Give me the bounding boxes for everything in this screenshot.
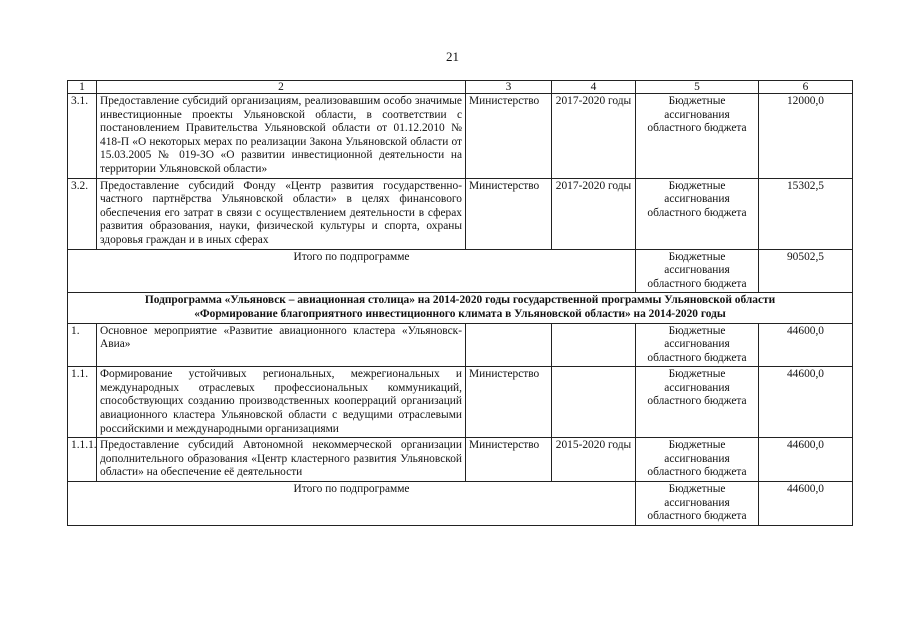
item-number: 1.1.1. xyxy=(68,438,97,482)
item-description: Предоставление субсидий Фонду «Центр развития государственно-частного партнёрства Ульяновской области» в целях финансового обеспечения его затрат в связи с осуществлением деятельности в сферах развития образования, науки, физической культуры и спорта, охраны здоровья граждан и в иных сферах xyxy=(97,178,466,249)
funding-source-cell xyxy=(636,482,759,526)
funding-source-line: Бюджетные xyxy=(668,250,726,263)
responsible-org xyxy=(466,323,552,367)
funding-source-cell xyxy=(636,367,759,438)
subprogram-heading xyxy=(68,293,853,323)
item-number: 1.1. xyxy=(68,367,97,438)
implementation-years: 2017-2020 годы xyxy=(552,178,636,249)
program-table xyxy=(67,80,853,526)
funding-source-line: областного бюджета xyxy=(647,277,747,290)
funding-source-line: областного бюджета xyxy=(647,395,747,408)
responsible-org: Министерство xyxy=(466,367,552,438)
funding-source-cell xyxy=(636,178,759,249)
funding-source-line: ассигнования xyxy=(664,108,730,121)
funding-amount: 44600,0 xyxy=(759,323,853,367)
responsible-org: Министерство xyxy=(466,178,552,249)
implementation-years: 2015-2020 годы xyxy=(552,438,636,482)
table-row xyxy=(68,178,853,249)
funding-source-line: ассигнования xyxy=(664,264,730,277)
item-number: 1. xyxy=(68,323,97,367)
item-number: 3.1. xyxy=(68,94,97,179)
funding-source-line: областного бюджета xyxy=(647,510,747,523)
column-number: 3 xyxy=(466,81,552,94)
funding-source-line: Бюджетные xyxy=(668,95,726,107)
table-row xyxy=(68,367,853,438)
funding-source-cell xyxy=(636,94,759,179)
subtotal-amount: 44600,0 xyxy=(759,482,853,526)
funding-source-line: Бюджетные xyxy=(668,179,726,192)
funding-source-line: ассигнования xyxy=(664,496,730,509)
funding-source-cell xyxy=(636,323,759,367)
funding-source-line: Бюджетные xyxy=(668,439,726,452)
item-description: Формирование устойчивых региональных, межрегиональных и международных отраслевых профессиональных коммуникаций, способствующих созданию производственных кооперраций организаций авиационного кластера Ульяновской области с ведущими отраслевыми российскими и международными организациями xyxy=(97,367,466,438)
subprogram-heading-line: Подпрограмма «Ульяновск – авиационная столица» на 2014-2020 годы государственной программы Ульяновской области xyxy=(144,294,776,307)
funding-source-line: Бюджетные xyxy=(668,324,726,337)
funding-source-line: ассигнования xyxy=(664,381,730,394)
column-number-row xyxy=(68,81,853,94)
funding-source-line: областного бюджета xyxy=(647,206,747,219)
item-number: 3.2. xyxy=(68,178,97,249)
subtotal-label: Итого по подпрограмме xyxy=(68,482,636,526)
funding-source-cell xyxy=(636,438,759,482)
funding-amount: 44600,0 xyxy=(759,438,853,482)
subtotal-row xyxy=(68,249,853,293)
table-row xyxy=(68,438,853,482)
item-description: Предоставление субсидий организациям, реализовавшим особо значимые инвестиционные проекты Ульяновской области, в соответствии с постановлением Правительства Ульяновской области от 01.12.2010 № 418-П «О некоторых мерах по реализации Закона Ульяновской области от 15.03.2005 № 019-ЗО «О развитии инвестиционной деятельности на территории Ульяновской области» xyxy=(97,94,466,179)
funding-source-line: областного бюджета xyxy=(647,351,747,364)
implementation-years xyxy=(552,323,636,367)
item-description: Основное мероприятие «Развитие авиационного кластера «Ульяновск-Авиа» xyxy=(97,323,466,367)
funding-amount: 12000,0 xyxy=(759,94,853,179)
funding-source-line: областного бюджета xyxy=(647,122,747,135)
implementation-years: 2017-2020 годы xyxy=(552,94,636,179)
funding-source-line: Бюджетные xyxy=(668,483,726,496)
subtotal-amount: 90502,5 xyxy=(759,249,853,293)
funding-source-line: ассигнования xyxy=(664,193,730,206)
funding-source-line: Бюджетные xyxy=(668,368,726,381)
subtotal-label: Итого по подпрограмме xyxy=(68,249,636,293)
page-number: 21 xyxy=(446,49,459,64)
section-heading-row xyxy=(68,293,853,323)
table-row xyxy=(68,323,853,367)
column-number: 5 xyxy=(636,81,759,94)
responsible-org: Министерство xyxy=(466,94,552,179)
item-description: Предоставление субсидий Автономной некоммерческой организации дополнительного образования «Центр кластерного развития Ульяновской области» на обеспечение её деятельности xyxy=(97,438,466,482)
funding-amount: 44600,0 xyxy=(759,367,853,438)
funding-source-cell xyxy=(636,249,759,293)
funding-source-line: областного бюджета xyxy=(647,466,747,479)
subprogram-heading-line: «Формирование благоприятного инвестиционного климата в Ульяновской области» на 2014-2020 годы xyxy=(194,307,726,320)
column-number: 1 xyxy=(68,81,97,94)
table-row xyxy=(68,94,853,179)
column-number: 6 xyxy=(759,81,853,94)
subtotal-row xyxy=(68,482,853,526)
responsible-org: Министерство xyxy=(466,438,552,482)
funding-source-line: ассигнования xyxy=(664,452,730,465)
implementation-years xyxy=(552,367,636,438)
column-number: 4 xyxy=(552,81,636,94)
column-number: 2 xyxy=(97,81,466,94)
funding-source-line: ассигнования xyxy=(664,338,730,351)
funding-amount: 15302,5 xyxy=(759,178,853,249)
